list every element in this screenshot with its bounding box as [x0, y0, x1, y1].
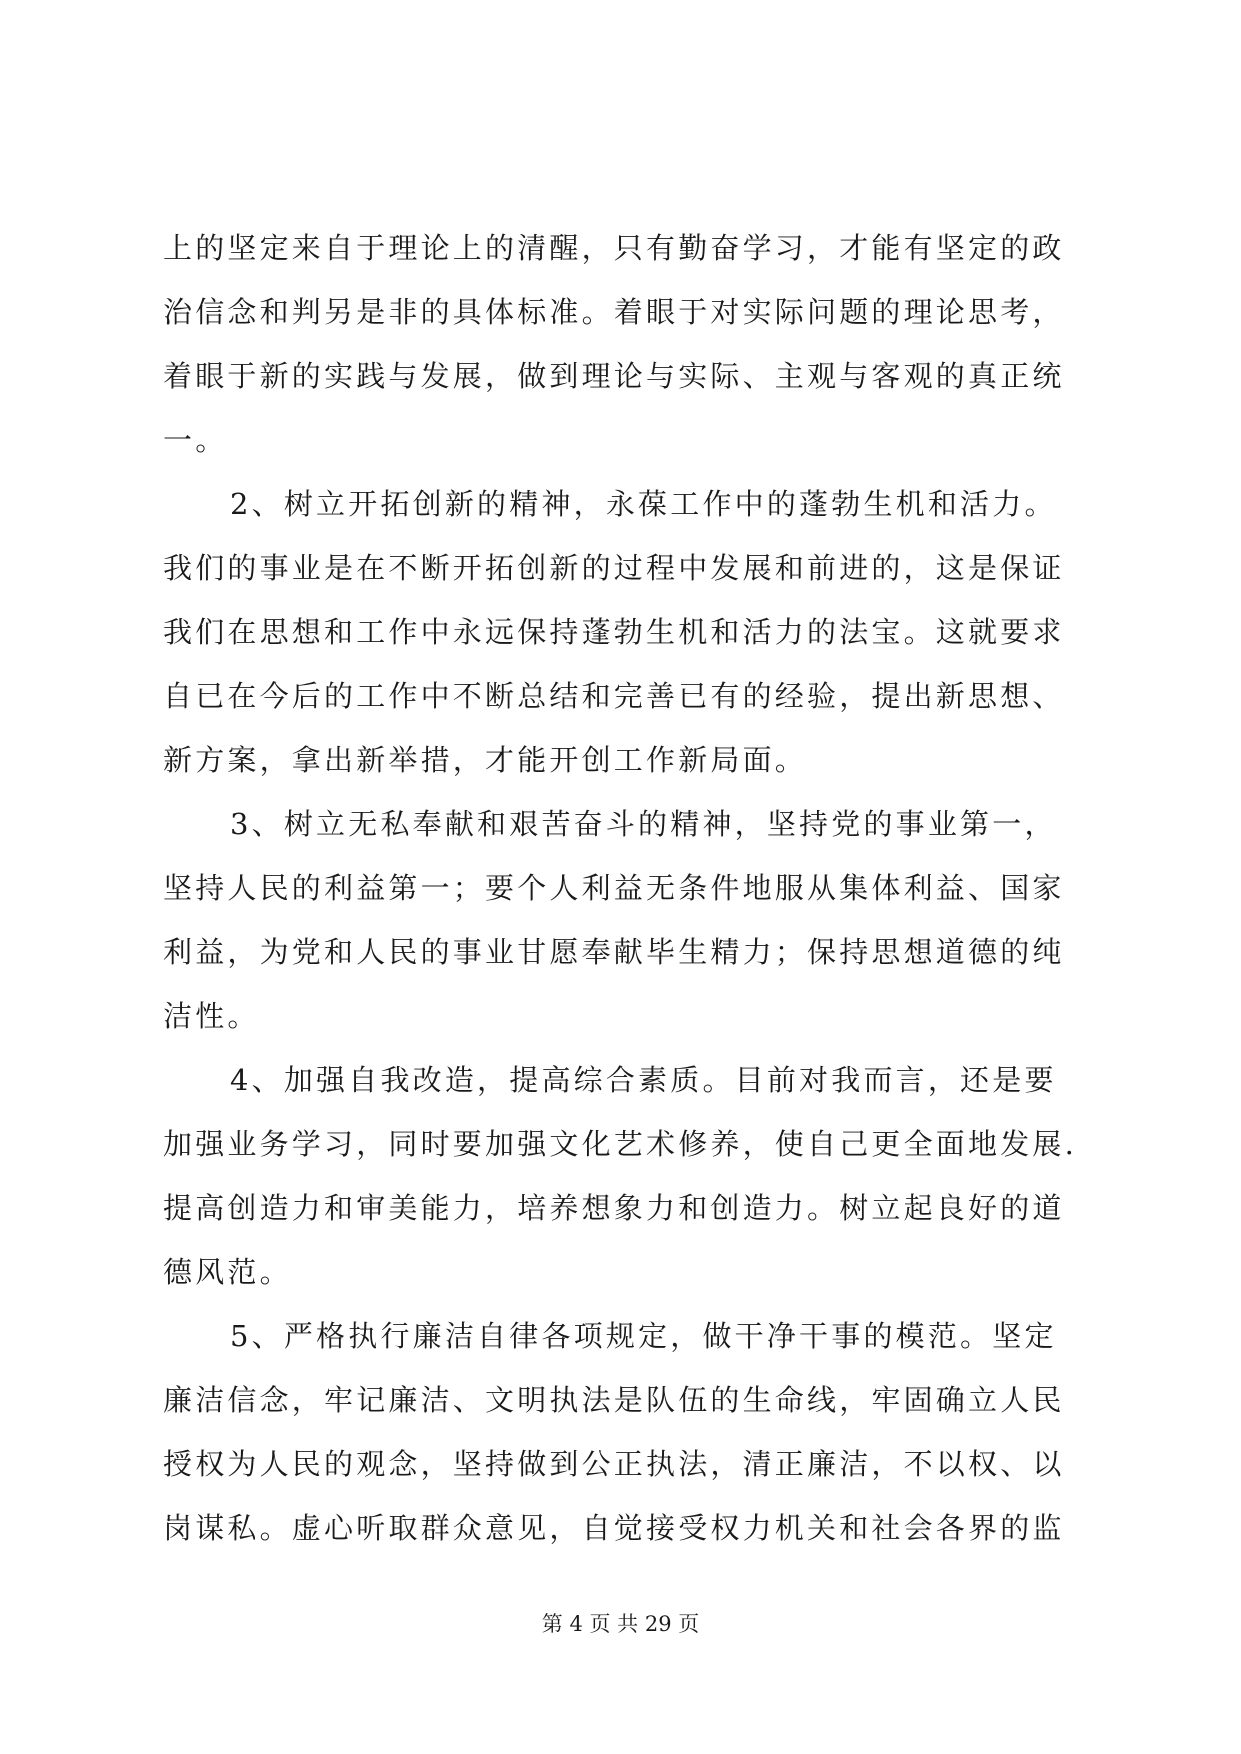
text-line: 加强业务学习，同时要加强文化艺术修养，使自己更全面地发展. [163, 1127, 1078, 1161]
text-line: 提高创造力和审美能力，培养想象力和创造力。树立起良好的道 [163, 1191, 1065, 1225]
text-line: 自已在今后的工作中不断总结和完善已有的经验，提出新思想、 [163, 679, 1065, 713]
text-line: 治信念和判另是非的具体标准。着眼于对实际问题的理论思考， [163, 295, 1065, 329]
text-line: 利益，为党和人民的事业甘愿奉献毕生精力；保持思想道德的纯 [163, 935, 1065, 969]
text-line: 一。 [163, 423, 228, 457]
paragraph-start-3: 3、树立无私奉献和艰苦奋斗的精神，坚持党的事业第一， [230, 807, 1057, 841]
text-line: 上的坚定来自于理论上的清醒，只有勤奋学习，才能有坚定的政 [163, 231, 1065, 265]
text-line: 洁性。 [163, 999, 260, 1033]
text-line: 德风范。 [163, 1255, 292, 1289]
text-line: 新方案，拿出新举措，才能开创工作新局面。 [163, 743, 808, 777]
text-line: 着眼于新的实践与发展，做到理论与实际、主观与客观的真正统 [163, 359, 1065, 393]
page-number-footer: 第 4 页 共 29 页 [541, 1612, 700, 1636]
text-line: 廉洁信念，牢记廉洁、文明执法是队伍的生命线，牢固确立人民 [163, 1383, 1065, 1417]
paragraph-start-2: 2、树立开拓创新的精神，永葆工作中的蓬勃生机和活力。 [230, 487, 1057, 521]
text-line: 授权为人民的观念，坚持做到公正执法，清正廉洁，不以权、以 [163, 1447, 1065, 1481]
text-line: 坚持人民的利益第一；要个人利益无条件地服从集体利益、国家 [163, 871, 1065, 905]
text-line: 我们的事业是在不断开拓创新的过程中发展和前进的，这是保证 [163, 551, 1065, 585]
paragraph-start-4: 4、加强自我改造，提高综合素质。目前对我而言，还是要 [230, 1063, 1057, 1097]
paragraph-start-5: 5、严格执行廉洁自律各项规定，做干净干事的模范。坚定 [230, 1319, 1057, 1353]
text-line: 我们在思想和工作中永远保持蓬勃生机和活力的法宝。这就要求 [163, 615, 1065, 649]
text-line: 岗谋私。虚心听取群众意见，自觉接受权力机关和社会各界的监 [163, 1511, 1065, 1545]
